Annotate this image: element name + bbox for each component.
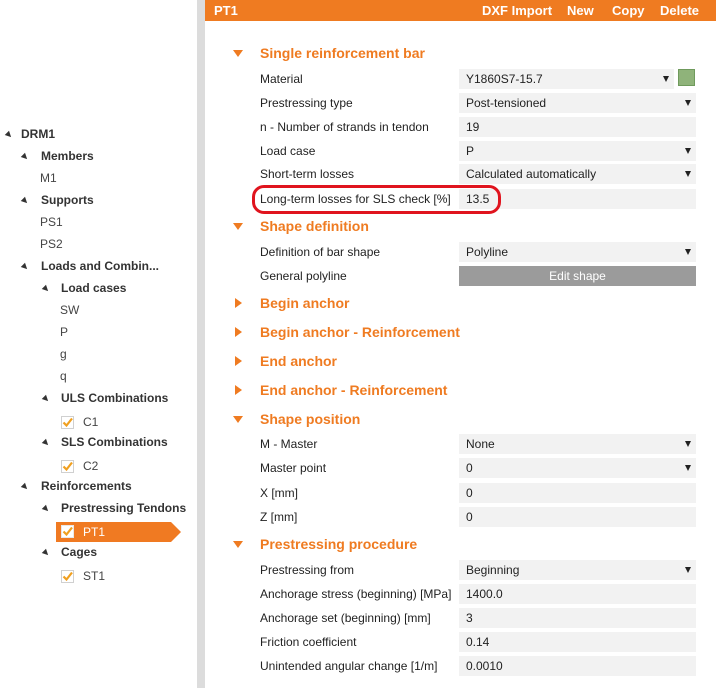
input-value: 0.14	[466, 635, 490, 649]
tree-node-label: Cages	[61, 545, 98, 559]
z-input[interactable]	[459, 507, 696, 527]
select-value: None	[466, 437, 495, 451]
tree-item-pt1-selected[interactable]	[56, 522, 171, 542]
material-select[interactable]	[459, 69, 674, 89]
input-value: 1400.0	[466, 587, 503, 601]
dropdown-arrow-icon	[685, 441, 691, 447]
prop-label: Anchorage set (beginning) [mm]	[260, 611, 431, 625]
tree-root-label: DRM1	[21, 127, 56, 141]
tree-node-label: Load cases	[61, 281, 127, 295]
new-button[interactable]: New	[567, 3, 594, 18]
project-tree	[0, 0, 197, 688]
prestressing-type-select[interactable]	[459, 93, 696, 113]
prop-label: Prestressing type	[260, 96, 353, 110]
expand-arrow-icon[interactable]	[5, 131, 13, 139]
tree-node-label: ULS Combinations	[61, 391, 169, 405]
dropdown-arrow-icon	[685, 100, 691, 106]
tree-node-label: Prestressing Tendons	[61, 501, 187, 515]
prop-strands	[260, 116, 696, 138]
prop-master-point	[260, 457, 696, 479]
prop-label: Friction coefficient	[260, 635, 357, 649]
expand-arrow-icon[interactable]	[235, 298, 242, 308]
tree-node-label: Members	[41, 149, 94, 163]
long-term-losses-input[interactable]	[459, 189, 696, 209]
load-case-select[interactable]	[459, 141, 696, 161]
panel-title: PT1	[214, 3, 238, 18]
collapse-arrow-icon[interactable]	[233, 541, 243, 548]
tree-item-label: ST1	[83, 569, 106, 583]
expand-arrow-icon[interactable]	[21, 483, 29, 491]
prop-label: Anchorage stress (beginning) [MPa]	[260, 587, 452, 601]
input-value: 0.0010	[466, 659, 503, 673]
input-value: 13.5	[466, 192, 490, 206]
section-title: End anchor - Reinforcement	[260, 382, 448, 398]
expand-arrow-icon[interactable]	[42, 439, 50, 447]
prop-label: n - Number of strands in tendon	[260, 120, 429, 134]
prop-label: Z [mm]	[260, 510, 298, 524]
tree-item-label: PT1	[83, 525, 106, 539]
section-title: Begin anchor	[260, 295, 350, 311]
bar-shape-select[interactable]	[459, 242, 696, 262]
section-title: End anchor	[260, 353, 338, 369]
prop-label: Material	[260, 72, 303, 86]
prop-label: M - Master	[260, 437, 318, 451]
dropdown-arrow-icon	[685, 171, 691, 177]
expand-arrow-icon[interactable]	[42, 505, 50, 513]
expand-arrow-icon[interactable]	[42, 549, 50, 557]
collapse-arrow-icon[interactable]	[233, 416, 243, 423]
dropdown-arrow-icon	[663, 76, 669, 82]
section-title: Single reinforcement bar	[260, 45, 425, 61]
prop-label: Long-term losses for SLS check [%]	[260, 192, 451, 206]
expand-arrow-icon[interactable]	[21, 263, 29, 271]
x-input[interactable]	[459, 483, 696, 503]
expand-arrow-icon[interactable]	[42, 285, 50, 293]
prestressing-from-select[interactable]	[459, 560, 696, 580]
input-value: 0	[466, 486, 473, 500]
prop-load-case	[260, 140, 696, 162]
tree-node-label: SLS Combinations	[61, 435, 168, 449]
select-value: 0	[466, 461, 473, 475]
master-point-select[interactable]	[459, 458, 696, 478]
prop-general-polyline	[260, 265, 696, 287]
tree-item-label: q	[60, 369, 67, 383]
prop-bar-shape	[260, 241, 696, 263]
prop-friction-coefficient	[260, 631, 696, 653]
expand-arrow-icon[interactable]	[235, 356, 242, 366]
select-value: Beginning	[466, 563, 520, 577]
dxf-import-button[interactable]: DXF Import	[482, 3, 553, 18]
tree-item-label: C2	[83, 459, 99, 473]
copy-button[interactable]: Copy	[612, 3, 645, 18]
expand-arrow-icon[interactable]	[21, 153, 29, 161]
short-term-losses-select[interactable]	[459, 164, 696, 184]
dropdown-arrow-icon	[685, 148, 691, 154]
checkbox-checked-icon[interactable]	[61, 416, 74, 429]
prop-x	[260, 482, 696, 504]
tree-item-label: C1	[83, 415, 99, 429]
select-value: Polyline	[466, 245, 509, 259]
dropdown-arrow-icon	[685, 249, 691, 255]
prop-angular-change	[260, 655, 696, 677]
select-value: P	[466, 144, 475, 158]
strands-input[interactable]	[459, 117, 696, 137]
select-value: Y1860S7-15.7	[466, 72, 543, 86]
tree-item-label: PS1	[40, 215, 63, 229]
delete-button[interactable]: Delete	[660, 3, 700, 18]
prop-material	[260, 68, 696, 90]
prop-anchorage-stress	[260, 583, 696, 605]
prop-z	[260, 506, 696, 528]
properties-toolbar	[205, 0, 716, 21]
tree-item-label: PS2	[40, 237, 63, 251]
prop-label: Short-term losses	[260, 167, 355, 181]
tree-item-label: SW	[60, 303, 80, 317]
tree-item-label: M1	[40, 171, 57, 185]
collapse-arrow-icon[interactable]	[233, 223, 243, 230]
section-title: Shape position	[260, 411, 361, 427]
tree-item-label: g	[60, 347, 67, 361]
material-editor-icon[interactable]	[678, 69, 695, 86]
prop-label: Load case	[260, 144, 316, 158]
dropdown-arrow-icon	[685, 567, 691, 573]
dropdown-arrow-icon	[685, 465, 691, 471]
properties-panel	[205, 0, 716, 688]
prop-label: Definition of bar shape	[260, 245, 381, 259]
angular-change-input[interactable]	[459, 656, 696, 676]
anchorage-set-input[interactable]	[459, 608, 696, 628]
prop-master	[260, 433, 696, 455]
friction-coefficient-input[interactable]	[459, 632, 696, 652]
section-title: Shape definition	[260, 218, 369, 234]
prop-long-term-losses	[260, 188, 696, 210]
panel-splitter[interactable]	[197, 0, 205, 688]
prop-label: Master point	[260, 461, 327, 475]
select-value: Calculated automatically	[466, 167, 597, 181]
section-title: Prestressing procedure	[260, 536, 418, 552]
collapse-arrow-icon[interactable]	[233, 50, 243, 57]
tree-item-label: P	[60, 325, 69, 339]
input-value: 0	[466, 510, 473, 524]
edit-shape-button[interactable]: Edit shape	[459, 266, 696, 286]
master-select[interactable]	[459, 434, 696, 454]
expand-arrow-icon[interactable]	[235, 385, 242, 395]
prop-anchorage-set	[260, 607, 696, 629]
prop-prestressing-type	[260, 92, 696, 114]
anchorage-stress-input[interactable]	[459, 584, 696, 604]
prop-label: General polyline	[260, 269, 347, 283]
checkbox-checked-icon[interactable]	[61, 525, 74, 538]
prop-label: Unintended angular change [1/m]	[260, 659, 438, 673]
tree-node-label: Reinforcements	[41, 479, 132, 493]
select-value: Post-tensioned	[466, 96, 547, 110]
checkbox-checked-icon[interactable]	[61, 570, 74, 583]
tree-node-label: Loads and Combin...	[41, 259, 160, 273]
expand-arrow-icon[interactable]	[42, 395, 50, 403]
input-value: 19	[466, 120, 480, 134]
prop-label: X [mm]	[260, 486, 298, 500]
section-title: Begin anchor - Reinforcement	[260, 324, 460, 340]
prop-short-term-losses	[260, 163, 696, 185]
checkbox-checked-icon[interactable]	[61, 460, 74, 473]
expand-arrow-icon[interactable]	[21, 197, 29, 205]
tree-node-label: Supports	[41, 193, 94, 207]
prop-prestressing-from	[260, 559, 696, 581]
input-value: 3	[466, 611, 473, 625]
prop-label: Prestressing from	[260, 563, 355, 577]
expand-arrow-icon[interactable]	[235, 327, 242, 337]
